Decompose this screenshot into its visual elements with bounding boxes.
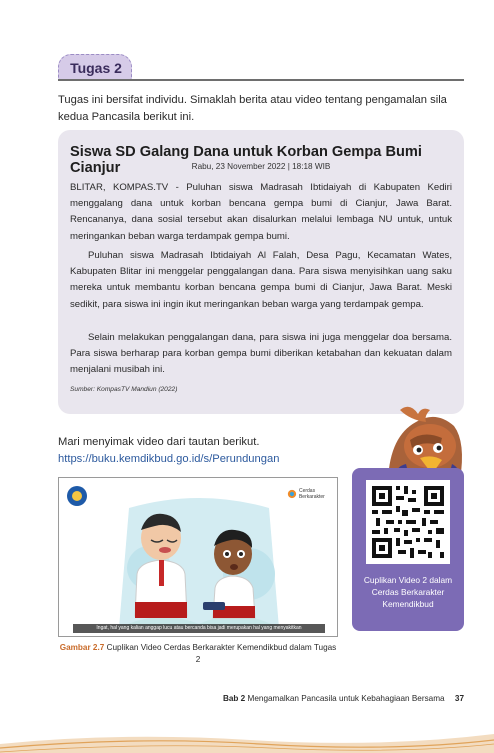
- footer-wave: [0, 714, 494, 753]
- video-illustration: [59, 478, 337, 636]
- news-date: Rabu, 23 November 2022 | 18:18 WIB: [191, 162, 331, 171]
- cerdas-berkarakter-logo-icon: [287, 488, 335, 500]
- intro-text: Tugas ini bersifat individu. Simaklah berita atau video tentang pengamalan sila kedua Pancasila berikut ini.: [58, 94, 447, 123]
- qr-panel-text: Cuplikan Video 2 dalam Cerdas Berkarakter Kemendikbud: [363, 575, 453, 609]
- figure-label: Gambar 2.7: [59, 643, 105, 652]
- news-paragraph: BLITAR, KOMPAS.TV - Puluhan siswa Madrasah Ibtidaiyah di Kabupaten Kediri menggalang dana untuk korban bencana gempa bumi di Cianjur, Jawa Barat. Rencananya, dana sosial tersebut akan disalurkan melalui lembaga NU untuk, untuk meringankan beban warga terdampak gempa bumi.: [70, 182, 452, 242]
- header-divider: [58, 79, 464, 81]
- video-thumbnail[interactable]: [58, 477, 338, 637]
- video-intro: Mari menyimak video dari tautan berikut.: [58, 436, 260, 448]
- qr-code-icon[interactable]: [366, 480, 450, 564]
- figure-caption: [58, 642, 338, 666]
- news-title: Siswa SD Galang Dana untuk Korban Gempa Bumi Cianjur: [70, 144, 422, 176]
- task-badge: [58, 54, 132, 80]
- qr-panel: [352, 468, 464, 631]
- footer-chapter: Bab 2: [222, 694, 246, 703]
- news-source: Sumber: KompasTV Mandiun (2022): [70, 386, 178, 393]
- news-paragraph: Selain melakukan penggalangan dana, para siswa ini juga menggelar doa bersama. Para siswa berharap para korban gempa bumi diberikan ketabahan dan kekuatan dalam menjalani musibah ini.: [70, 332, 452, 376]
- video-link[interactable]: https://buku.kemdikbud.go.id/s/Perundungan: [58, 453, 280, 465]
- page-number: 37: [454, 694, 464, 703]
- news-paragraph: Puluhan siswa Madrasah Ibtidaiyah Al Falah, Desa Pagu, Kecamatan Wates, Kabupaten Blitar ini menggelar penggalangan dana. Para siswa menyisihkan uang saku mereka untuk membantu korban bencana gempa bumi di Cianjur, Jawa Barat. Meski sedikit, para siswa ini ingin ikut meringankan beban warga yang terdampak gempa.: [70, 250, 452, 310]
- figure-text: Cuplikan Video Cerdas Berkarakter Kemendikbud dalam Tugas 2: [106, 643, 337, 664]
- news-box: [58, 130, 464, 414]
- page-footer: [150, 694, 464, 703]
- footer-title: Mengamalkan Pancasila untuk Kebahagiaan Bersama: [247, 694, 445, 703]
- task-badge-label: Tugas 2: [70, 60, 122, 76]
- video-brand: Cerdas Berkarakter: [298, 488, 325, 500]
- video-subtitle: Ingat, hal yang kalian anggap lucu atau bercanda bisa jadi merupakan hal yang menyakitkan: [96, 625, 302, 631]
